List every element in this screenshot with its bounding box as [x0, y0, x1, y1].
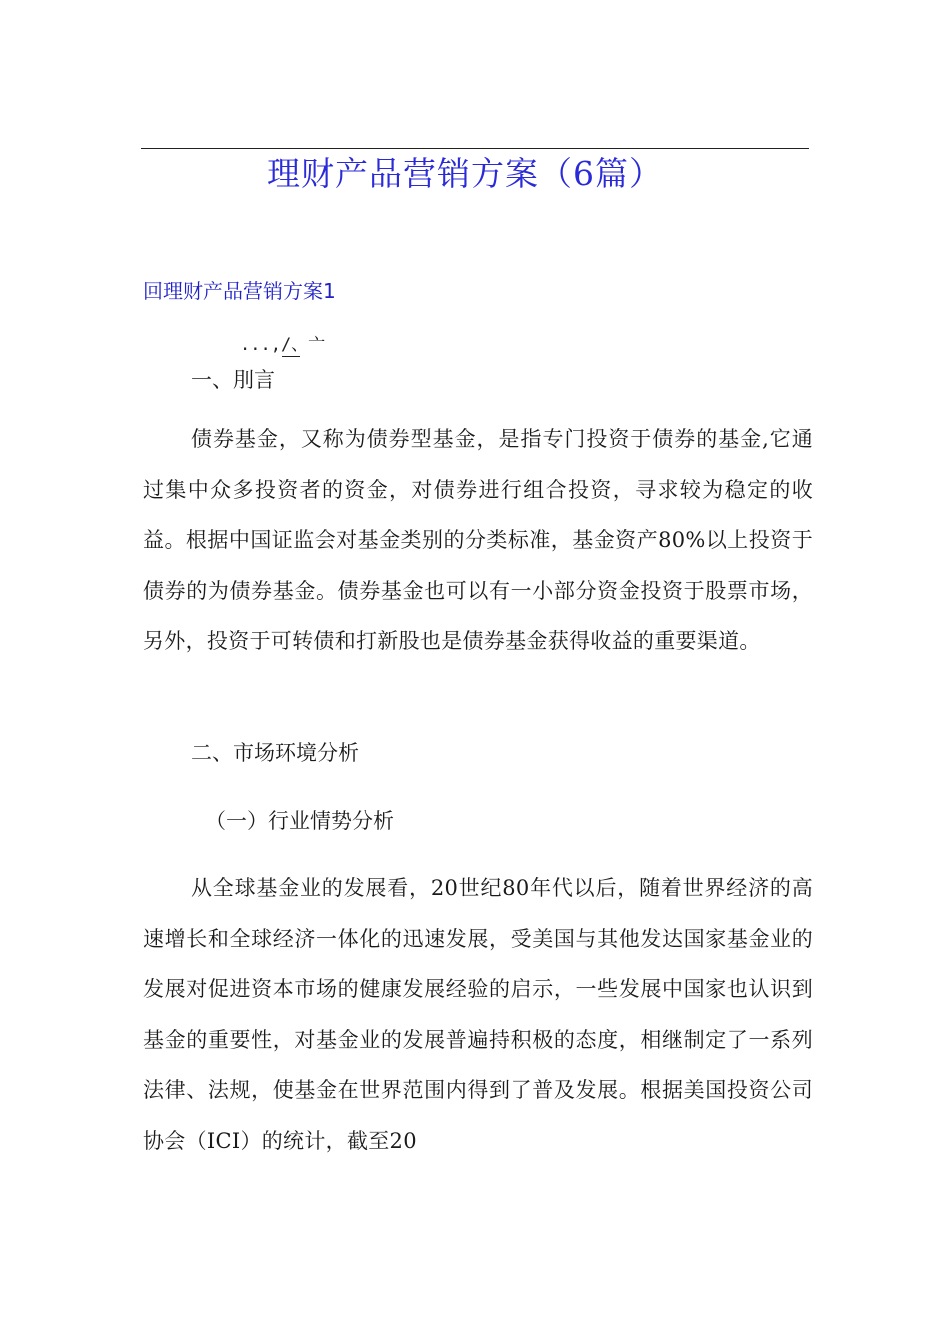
heading-market-analysis: 二、市场环境分析: [191, 741, 359, 765]
scan-artifact-line: [282, 356, 300, 357]
heading-preface: 一、刖言: [191, 368, 275, 392]
paragraph-global-fund-development: 从全球基金业的发展看，20世纪80年代以后，随着世界经济的高速增长和全球经济一体化的迅速发展，受美国与其他发达国家基金业的发展对促进资本市场的健康发展经验的启示，一些发展中国家也认识到基金的重要性，对基金业的发展普遍持积极的态度，相继制定了一系列法律、法规，使基金在世界范围内得到了普及发展。根据美国投资公司协会（ICI）的统计，截至20: [143, 876, 813, 1153]
heading-industry-analysis: （一）行业情势分析: [205, 809, 394, 833]
section-heading: 回理财产品营销方案1: [143, 279, 336, 303]
document-title: 理财产品营销方案（6篇）: [267, 154, 663, 193]
paragraph-bond-fund-intro: 债券基金，又称为债券型基金，是指专门投资于债券的基金,它通过集中众多投资者的资金，对债券进行组合投资，寻求较为稳定的收益。根据中国证监会对基金类别的分类标准，基金资产80%以上投资于债券的为债券基金。债券基金也可以有一小部分资金投资于股票市场，另外，投资于可转债和打新股也是债券基金获得收益的重要渠道。: [143, 427, 813, 653]
header-rule: [141, 148, 809, 149]
scan-artifact: ...,/、亠: [240, 335, 326, 355]
